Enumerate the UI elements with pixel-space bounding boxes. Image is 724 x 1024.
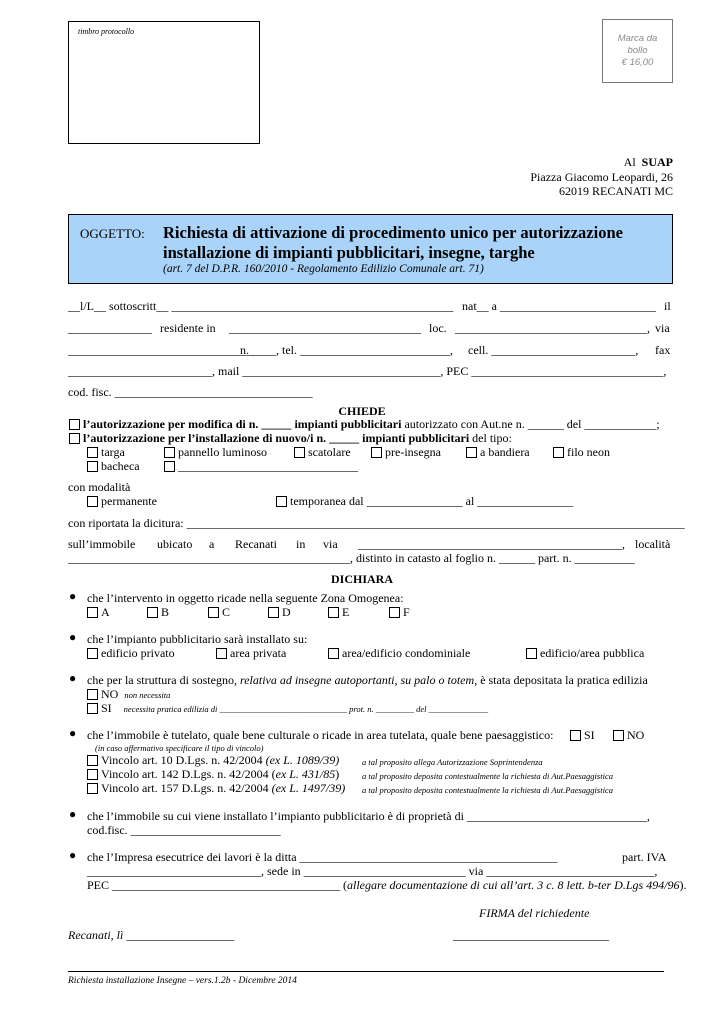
applicant-via-label: via: [655, 321, 670, 335]
type-bacheca[interactable]: bacheca: [87, 459, 140, 473]
impresa-piva-label: part. IVA: [622, 850, 667, 864]
firma-signature-line[interactable]: __________________________: [453, 928, 609, 942]
footer-divider: [68, 971, 664, 972]
checkbox[interactable]: [87, 783, 98, 794]
impresa-line3[interactable]: PEC ______________________________________ (allegare documentazione di cui all’art. 3 c. 8 lett. b-ter D.Lgs 494/96).: [87, 878, 687, 892]
checkbox[interactable]: [328, 607, 339, 618]
applicant-residenza-field[interactable]: ________________________________: [229, 321, 421, 335]
impianto-area-privata[interactable]: area privata: [216, 646, 286, 660]
type-scatolare[interactable]: scatolare: [294, 445, 351, 459]
applicant-fax-label: fax: [655, 343, 671, 357]
marca-da-bollo-box: [602, 19, 673, 83]
checkbox[interactable]: [371, 447, 382, 458]
type-pre-insegna[interactable]: pre-insegna: [371, 445, 441, 459]
zona-a[interactable]: A: [87, 605, 110, 619]
zona-e[interactable]: E: [328, 605, 349, 619]
checkbox[interactable]: [87, 648, 98, 659]
immobile-via: via: [323, 537, 338, 551]
checkbox[interactable]: [87, 769, 98, 780]
applicant-num-tel[interactable]: n. ____, tel. _________________________,: [240, 343, 453, 357]
firma-label: FIRMA del richiedente: [479, 906, 590, 920]
stamp-box: [68, 21, 260, 144]
oggetto-box: [68, 214, 673, 284]
checkbox[interactable]: [526, 648, 537, 659]
checkbox[interactable]: [69, 433, 80, 444]
checkbox[interactable]: [208, 607, 219, 618]
zona-omogenea-text: che l’intervento in oggetto ricade nella seguente Zona Omogenea:: [87, 591, 404, 605]
checkbox[interactable]: [87, 755, 98, 766]
impresa-line2[interactable]: _____________________________, sede in ___________________________ via ____________________________,: [87, 864, 658, 878]
chiede-option-modifica[interactable]: l’autorizzazione per modifica di n. _____ impianti pubblicitari autorizzato con Aut.ne n. ______ del ____________;: [69, 417, 660, 431]
applicant-birthdate-field[interactable]: ______________: [68, 321, 152, 335]
checkbox[interactable]: [87, 496, 98, 507]
vincolo-art157-note: a tal proposito deposita contestualmente la richiesta di Aut.Paesaggistica: [362, 785, 613, 795]
stamp-box-label: timbro protocollo: [78, 27, 135, 36]
struttura-si[interactable]: SI necessita pratica edilizia di ______________________________ prot. n. _________ del ______________: [87, 701, 488, 716]
immobile-localita: località: [635, 537, 671, 551]
immobile-catasto[interactable]: _______________________________________________, distinto in catasto al foglio n. ______ part. n. __________: [68, 551, 635, 565]
vincolo-art142-note: a tal proposito deposita contestualmente la richiesta di Aut.Paesaggistica: [362, 771, 613, 781]
address-street: Piazza Giacomo Leopardi, 26: [530, 169, 673, 184]
checkbox[interactable]: [466, 447, 477, 458]
applicant-name-line[interactable]: __l/L__ sottoscritt__ _______________________________________________: [68, 299, 454, 313]
address-suap: SUAP: [641, 155, 673, 169]
bullet: ●: [69, 726, 77, 740]
checkbox[interactable]: [613, 730, 624, 741]
proprieta-codfisc[interactable]: cod.fisc. _________________________: [87, 823, 281, 837]
chiede-heading: CHIEDE: [338, 404, 386, 418]
recipient-address: [530, 155, 673, 199]
oggetto-subtitle: (art. 7 del D.P.R. 160/2010 - Regolamento Edilizio Comunale art. 71): [163, 263, 484, 275]
tutela-text: che l’immobile è tutelato, quale bene culturale o ricade in area tutelata, quale bene paesaggistico:: [87, 728, 554, 742]
address-al: Al: [623, 155, 636, 169]
type-pannello-luminoso[interactable]: pannello luminoso: [164, 445, 267, 459]
proprieta-line1[interactable]: che l’immobile su cui viene installato l’impianto pubblicitario è di proprietà di ______________________________,: [87, 809, 650, 823]
type-altro[interactable]: ______________________________: [164, 459, 358, 473]
marca-line1: Marca da: [617, 33, 658, 44]
dicitura-field[interactable]: con riportata la dicitura: ___________________________________________________________________________________: [68, 516, 685, 530]
checkbox[interactable]: [570, 730, 581, 741]
modalita-permanente[interactable]: permanente: [87, 494, 157, 508]
oggetto-label: OGGETTO:: [80, 226, 145, 241]
bullet: ●: [69, 848, 77, 862]
bullet: ●: [69, 671, 77, 685]
tutela-note: (in caso affermativo specificare il tipo di vincolo): [95, 743, 264, 753]
checkbox[interactable]: [69, 419, 80, 430]
bullet: ●: [69, 807, 77, 821]
zona-f[interactable]: F: [389, 605, 410, 619]
checkbox[interactable]: [389, 607, 400, 618]
immobile-recanati: Recanati: [235, 537, 277, 551]
impianto-text: che l’impianto pubblicitario sarà installato su:: [87, 632, 308, 646]
checkbox[interactable]: [553, 447, 564, 458]
checkbox[interactable]: [268, 607, 279, 618]
applicant-il: il: [664, 299, 671, 313]
footer-text: Richiesta installazione Insegne – vers.1.2b - Dicembre 2014: [68, 976, 297, 986]
zona-c[interactable]: C: [208, 605, 230, 619]
checkbox[interactable]: [147, 607, 158, 618]
marca-line3: € 16,00: [621, 57, 654, 68]
applicant-mail-pec[interactable]: ________________________, mail _________________________________, PEC ________________________________,: [68, 364, 667, 378]
zona-b[interactable]: B: [147, 605, 169, 619]
type-targa[interactable]: targa: [87, 445, 125, 459]
type-a-bandiera[interactable]: a bandiera: [466, 445, 530, 459]
immobile-a: a: [209, 537, 215, 551]
impianto-condominiale[interactable]: area/edificio condominiale: [328, 646, 470, 660]
checkbox[interactable]: [87, 703, 98, 714]
applicant-loc-label: loc.: [429, 321, 447, 335]
checkbox[interactable]: [216, 648, 227, 659]
applicant-codfisc[interactable]: cod. fisc. _________________________________: [68, 385, 313, 399]
checkbox[interactable]: [87, 447, 98, 458]
oggetto-title-line1: Richiesta di attivazione di procedimento unico per autorizzazione: [163, 223, 623, 242]
checkbox[interactable]: [164, 461, 175, 472]
modalita-temporanea[interactable]: temporanea dal ________________ al ________________: [276, 494, 573, 508]
impianto-pubblica[interactable]: edificio/area pubblica: [526, 646, 644, 660]
dichiara-heading: DICHIARA: [330, 572, 393, 586]
vincolo-art10[interactable]: Vincolo art. 10 D.Lgs. n. 42/2004 (ex L. 1089/39): [87, 753, 339, 767]
vincolo-art10-note: a tal proposito allega Autorizzazione Soprintendenza: [362, 757, 543, 767]
checkbox[interactable]: [294, 447, 305, 458]
checkbox[interactable]: [276, 496, 287, 507]
address-city: 62019 RECANATI MC: [558, 184, 673, 198]
vincolo-art142[interactable]: Vincolo art. 142 D.Lgs. n. 42/2004 (ex L. 431/85): [87, 767, 339, 781]
impianto-edificio-privato[interactable]: edificio privato: [87, 646, 175, 660]
immobile-label: sull’immobile: [68, 537, 136, 551]
struttura-no[interactable]: NO non necessita: [87, 687, 170, 702]
checkbox[interactable]: [87, 689, 98, 700]
struttura-text: che per la struttura di sostegno, relativa ad insegne autoportanti, su palo o totem, è stata depositata la pratica edilizia: [87, 673, 648, 687]
tutela-no[interactable]: NO: [613, 728, 644, 742]
checkbox[interactable]: [87, 461, 98, 472]
checkbox[interactable]: [328, 648, 339, 659]
applicant-cell[interactable]: cell. ________________________,: [468, 343, 639, 357]
oggetto-title-line2: installazione di impianti pubblicitari, insegne, targhe: [163, 243, 535, 262]
applicant-residente-label: residente in: [160, 321, 216, 335]
immobile-ubicato: ubicato: [157, 537, 193, 551]
applicant-loc-field[interactable]: ________________________________,: [455, 321, 650, 335]
type-filo-neon[interactable]: filo neon: [553, 445, 610, 459]
applicant-via-field[interactable]: _______________________________: [68, 343, 254, 357]
immobile-via-field[interactable]: ____________________________________________,: [358, 537, 625, 551]
bullet: ●: [69, 630, 77, 644]
immobile-in: in: [296, 537, 306, 551]
modalita-label: con modalità: [68, 480, 131, 494]
applicant-birth-line[interactable]: nat__ a __________________________: [462, 299, 656, 313]
chiede-option-nuovo[interactable]: l’autorizzazione per l’installazione di nuovo/i n. _____ impianti pubblicitari del tipo:: [69, 431, 512, 445]
marca-line2: bollo: [627, 45, 648, 56]
impresa-line1[interactable]: che l’Impresa esecutrice dei lavori è la ditta ___________________________________________: [87, 850, 558, 864]
checkbox[interactable]: [164, 447, 175, 458]
bullet: ●: [69, 589, 77, 603]
vincolo-art157[interactable]: Vincolo art. 157 D.Lgs. n. 42/2004 (ex L. 1497/39): [87, 781, 345, 795]
zona-d[interactable]: D: [268, 605, 291, 619]
checkbox[interactable]: [87, 607, 98, 618]
tutela-si[interactable]: SI: [570, 728, 595, 742]
firma-luogo-data[interactable]: Recanati, lì __________________: [68, 928, 235, 942]
